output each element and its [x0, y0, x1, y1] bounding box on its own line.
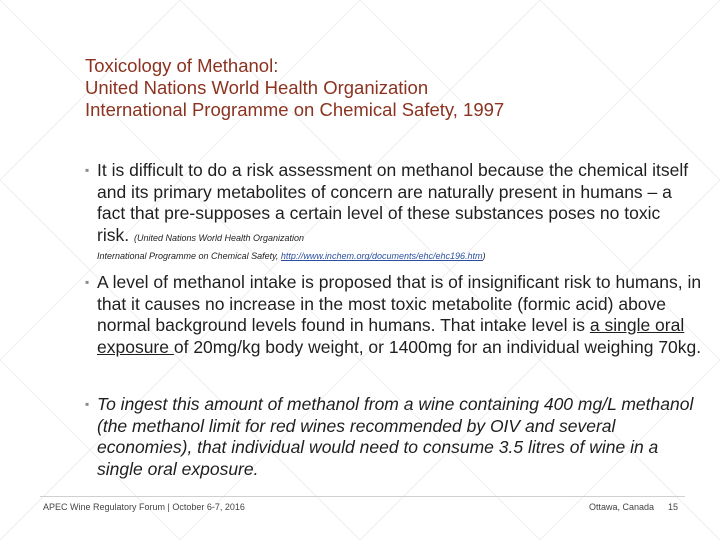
bullet-1-citation-suffix: ): [482, 251, 486, 262]
title-line-2: United Nations World Health Organization: [85, 77, 429, 98]
bullet-1-text: It is difficult to do a risk assessment on methanol because the chemical itself and its primary metabolites of concern are naturally present in humans – a fact that pre-supposes a certain level of these substances poses no toxic risk.: [97, 160, 689, 245]
footer-location: Ottawa, Canada: [589, 502, 655, 512]
bullet-2-underlined: a single oral exposure: [97, 315, 685, 357]
bullet-marker-icon: ▪: [85, 397, 90, 411]
footer-page-number: 15: [668, 502, 679, 512]
bullet-marker-icon: ▪: [85, 275, 90, 289]
bullet-1-citation-line: [97, 250, 697, 262]
slide-title: [85, 55, 685, 121]
slide-footer: [40, 496, 685, 521]
citation-link[interactable]: http://www.inchem.org/documents/ehc/ehc196.htm: [280, 251, 483, 262]
title-line-1: Toxicology of Methanol:: [85, 55, 279, 76]
footer-event: APEC Wine Regulatory Forum | October 6-7, 2016: [43, 502, 245, 512]
bullet-1-citation-inline: (United Nations World Health Organization: [133, 232, 305, 243]
bullet-item-3: [85, 394, 697, 480]
bullet-3-text: To ingest this amount of methanol from a wine containing 400 mg/L methanol (the methanol limit for red wines recommended by OIV and several economies), that individual would need to consume 3.5 litres of wine in a single oral exposure.: [97, 394, 694, 479]
bullet-item-2: [85, 272, 702, 358]
bullet-1-citation-prefix: International Programme on Chemical Safety,: [97, 251, 281, 262]
bullet-2-text-after: of 20mg/kg body weight, or 1400mg for an individual weighing 70kg.: [173, 336, 702, 357]
bullet-marker-icon: ▪: [85, 163, 90, 177]
bullet-item-1: [85, 160, 697, 262]
bullet-2-text-before: A level of methanol intake is proposed that is of insignificant risk to humans, in that it causes no increase in the most toxic metabolite (formic acid) above normal background levels found in humans. That intake level is: [97, 272, 702, 336]
title-line-3: International Programme on Chemical Safety, 1997: [85, 99, 505, 120]
